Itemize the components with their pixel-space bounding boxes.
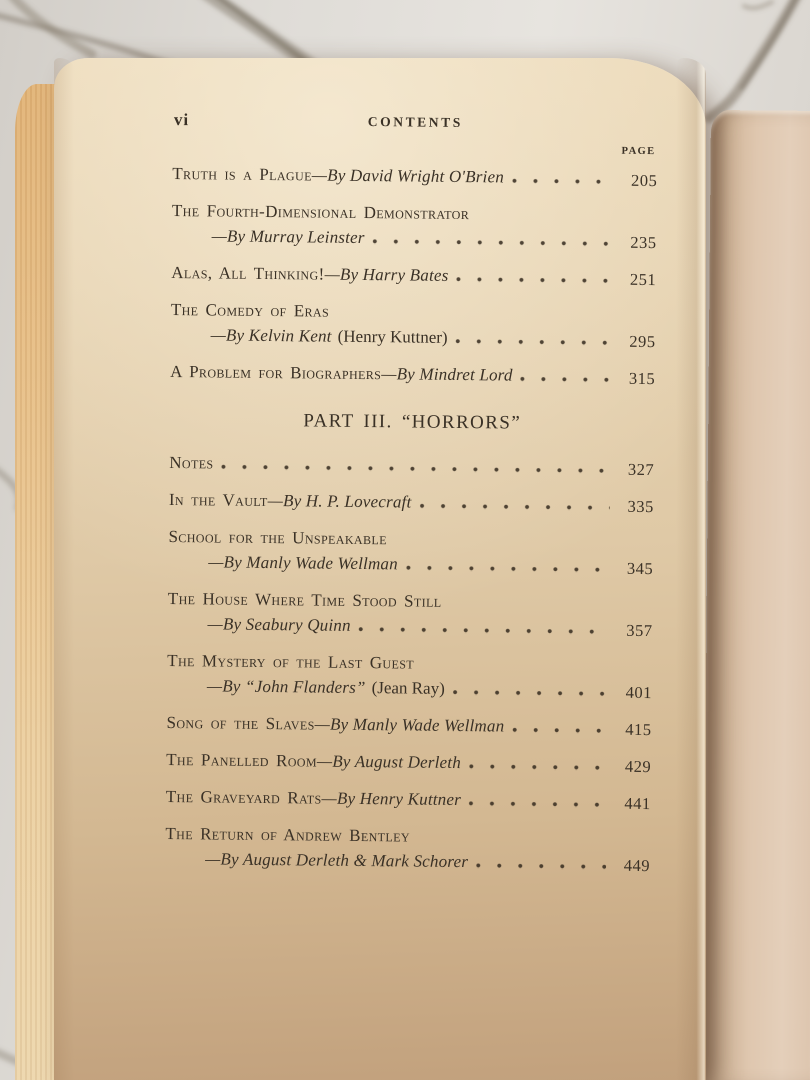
story-title: Song of the Slaves <box>166 712 315 734</box>
dot-leader <box>453 676 608 703</box>
page-number: 327 <box>627 459 655 480</box>
story-author: —By Harry Bates <box>324 264 449 285</box>
story-title: Notes <box>169 452 214 473</box>
toc-entry <box>167 648 652 703</box>
page-number: 315 <box>628 368 656 389</box>
story-author: —By Murray Leinster <box>211 226 365 248</box>
toc-entry <box>170 297 655 352</box>
dot-leader <box>476 849 606 875</box>
story-author: —By David Wright O'Brien <box>311 165 505 187</box>
story-author: —By Manly Wade Wellman <box>208 552 398 574</box>
page-number: 345 <box>626 558 654 579</box>
story-title: A Problem for Biographers <box>170 361 382 384</box>
toc-entry <box>172 198 657 253</box>
story-title: The Panelled Room <box>166 749 318 771</box>
toc-entry <box>167 586 652 641</box>
toc-list <box>165 161 657 876</box>
story-author: —By Kelvin Kent <box>210 325 332 346</box>
facing-page <box>702 110 810 1080</box>
story-title: The Return of Andrew Bentley <box>165 823 411 846</box>
story-author-real-name: (Jean Ray) <box>371 678 445 698</box>
page-number: 429 <box>624 756 652 777</box>
page-title: CONTENTS <box>367 114 463 131</box>
story-author: —By H. P. Lovecraft <box>267 491 412 512</box>
story-author: —By Henry Kuttner <box>321 788 462 810</box>
page-number: 449 <box>623 855 651 876</box>
page-number: 251 <box>629 269 657 290</box>
dot-leader <box>520 363 611 389</box>
story-title: The Comedy of Eras <box>170 299 330 321</box>
contents-page <box>54 58 706 1080</box>
page-number: 235 <box>630 232 657 253</box>
page-number: 357 <box>626 620 653 641</box>
dot-leader <box>469 750 607 776</box>
page-number: 205 <box>630 170 658 191</box>
page-number: 441 <box>624 793 651 814</box>
toc-entry <box>166 747 651 777</box>
story-title: The House Where Time Stood Still <box>167 588 442 611</box>
page-number: 335 <box>627 496 654 517</box>
folio-number: vi <box>173 110 190 130</box>
story-author: —By Mindret Lord <box>381 364 513 385</box>
dot-leader <box>373 225 613 253</box>
story-title: The Graveyard Rats <box>165 786 322 808</box>
story-title: The Mystery of the Last Guest <box>167 650 415 673</box>
toc-entry <box>165 821 650 876</box>
story-author: —By August Derleth <box>316 751 462 773</box>
page-number: 401 <box>625 682 653 703</box>
dot-leader <box>406 551 610 578</box>
story-author: —By Manly Wade Wellman <box>314 714 505 736</box>
part-heading: PART III. “HORRORS” <box>303 410 522 434</box>
story-author: —By Seabury Quinn <box>207 614 351 635</box>
page-column-label: PAGE <box>621 145 656 158</box>
dot-leader <box>419 490 610 517</box>
toc-entry <box>169 487 654 517</box>
story-author-real-name: (Henry Kuttner) <box>337 326 448 347</box>
dot-leader <box>512 165 614 191</box>
page-header <box>173 108 658 139</box>
toc-entry <box>166 710 651 740</box>
story-author: —By August Derleth & Mark Schorer <box>205 849 469 872</box>
story-title: School for the Unspeakable <box>168 526 387 549</box>
dot-leader <box>456 263 612 290</box>
dot-leader <box>469 787 607 813</box>
story-author: —By “John Flanders” <box>206 676 366 698</box>
story-title: Truth is a Plague <box>172 163 312 185</box>
toc-entry <box>171 260 656 290</box>
page-number: 295 <box>629 331 656 352</box>
story-title: In the Vault <box>168 489 268 511</box>
dot-leader <box>221 451 610 480</box>
story-title: The Fourth-Dimensional Demonstrator <box>171 200 470 224</box>
dot-leader <box>359 613 609 641</box>
dot-leader <box>456 325 612 352</box>
story-title: Alas, All Thinking! <box>171 262 325 284</box>
toc-entry <box>166 784 651 814</box>
toc-entry <box>169 450 654 480</box>
page-content <box>165 108 658 888</box>
dot-leader <box>512 714 607 740</box>
page-number: 415 <box>625 719 652 740</box>
toc-entry <box>170 359 655 389</box>
toc-entry <box>168 524 653 579</box>
toc-entry <box>172 161 657 191</box>
